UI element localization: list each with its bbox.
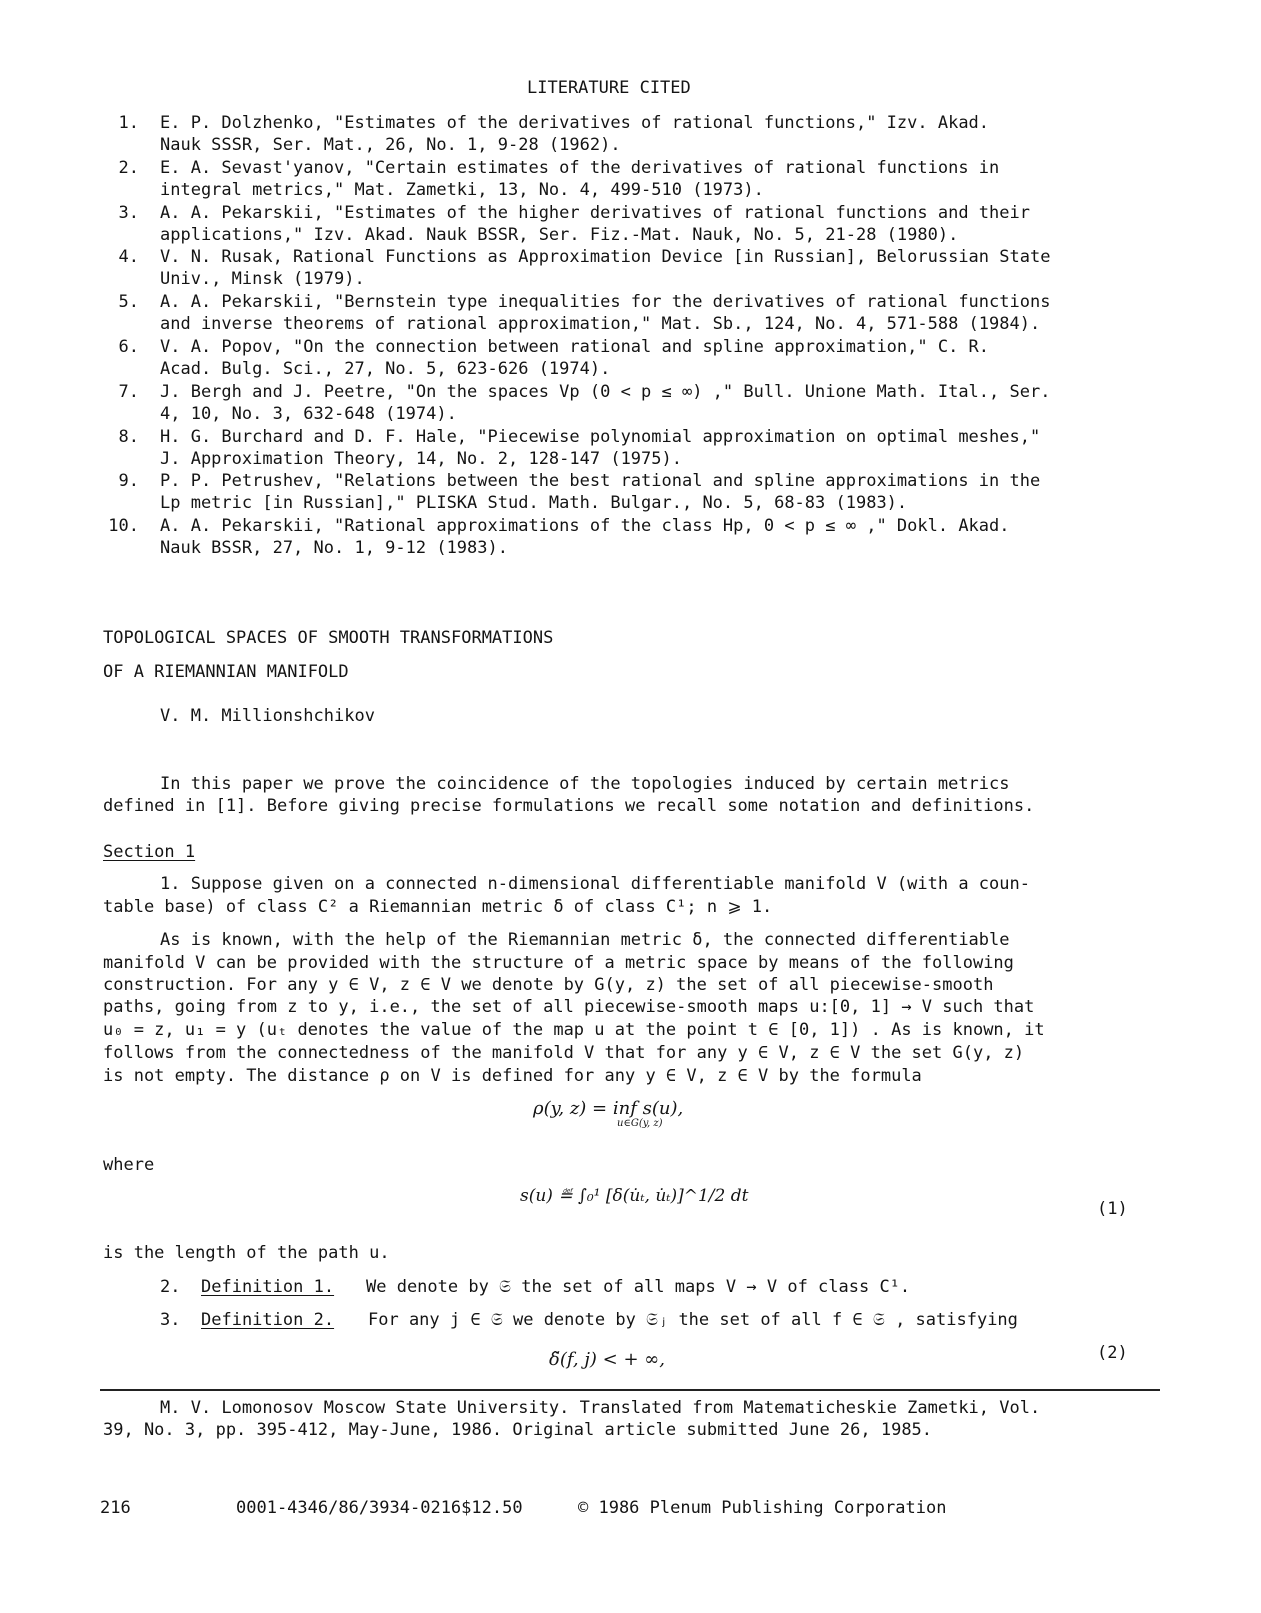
reference-line: Nauk BSSR, 27, No. 1, 9-12 (1983).: [160, 538, 508, 558]
definition-2-number: 3.: [160, 1310, 181, 1330]
paragraph-2-line-3: construction. For any y ∈ V, z ∈ V we denote by G(y, z) the set of all piecewise-smooth: [103, 975, 994, 995]
definition-2-text: For any j ∈ 𝔖 we denote by 𝔖ⱼ the set of all f ∈ 𝔖 , satisfying: [368, 1310, 1018, 1330]
paragraph-1-line-1: 1. Suppose given on a connected n-dimensional differentiable manifold V (with a coun-: [160, 874, 1030, 894]
reference-line: H. G. Burchard and D. F. Hale, "Piecewise polynomial approximation on optimal meshes,": [160, 427, 1041, 447]
reference-line: integral metrics," Mat. Zametki, 13, No. 4, 499-510 (1973).: [160, 180, 764, 200]
where-label: where: [103, 1155, 155, 1175]
intro-line-2: defined in [1]. Before giving precise formulations we recall some notation and definitions.: [103, 796, 1035, 816]
paragraph-2-line-1: As is known, with the help of the Riemannian metric δ, the connected differentiable: [160, 930, 1010, 950]
equation-number-2: (2): [1097, 1343, 1128, 1363]
reference-number: 1.: [118, 113, 139, 133]
reference-line: Univ., Minsk (1979).: [160, 269, 365, 289]
copyright: © 1986 Plenum Publishing Corporation: [578, 1498, 947, 1518]
formula-rho-subscript: u∈G(y, z): [617, 1118, 663, 1129]
path-length-line: is the length of the path u.: [103, 1243, 390, 1263]
reference-number: 6.: [118, 337, 139, 357]
article-title-line-1: TOPOLOGICAL SPACES OF SMOOTH TRANSFORMATIONS: [103, 628, 554, 648]
reference-line: J. Bergh and J. Peetre, "On the spaces Vp (0 < p ≤ ∞) ," Bull. Unione Math. Ital., Ser.: [160, 382, 1051, 402]
paragraph-2-line-5: u₀ = z, u₁ = y (uₜ denotes the value of the map u at the point t ∈ [0, 1]) . As is known, it: [103, 1020, 1045, 1040]
reference-number: 3.: [118, 203, 139, 223]
footnote-line-2: 39, No. 3, pp. 395-412, May-June, 1986. Original article submitted June 26, 1985.: [103, 1420, 933, 1440]
equation-number-1: (1): [1097, 1199, 1128, 1219]
reference-number: 4.: [118, 247, 139, 267]
paragraph-2-line-7: is not empty. The distance ρ on V is defined for any y ∈ V, z ∈ V by the formula: [103, 1066, 922, 1086]
reference-line: Acad. Bulg. Sci., 27, No. 5, 623-626 (1974).: [160, 359, 611, 379]
reference-line: V. N. Rusak, Rational Functions as Approximation Device [in Russian], Belorussian State: [160, 247, 1051, 267]
definition-1-number: 2.: [160, 1277, 181, 1297]
reference-line: and inverse theorems of rational approximation," Mat. Sb., 124, No. 4, 571-588 (1984).: [160, 314, 1041, 334]
definition-1-text: We denote by 𝔖 the set of all maps V → V of class C¹.: [366, 1277, 911, 1297]
reference-line: A. A. Pekarskii, "Rational approximations of the class Hp, 0 < p ≤ ∞ ," Dokl. Akad.: [160, 516, 1010, 536]
literature-heading: LITERATURE CITED: [527, 78, 691, 98]
article-author: V. M. Millionshchikov: [160, 706, 375, 726]
paragraph-2-line-6: follows from the connectedness of the manifold V that for any y ∈ V, z ∈ V the set G(y, z): [103, 1043, 1025, 1063]
formula-path-length: s(u) ≝ ∫₀¹ [δ(u̇ₜ, u̇ₜ)]^1/2 dt: [520, 1186, 749, 1206]
article-title-line-2: OF A RIEMANNIAN MANIFOLD: [103, 662, 349, 682]
section-heading: Section 1: [103, 842, 196, 862]
reference-line: A. A. Pekarskii, "Estimates of the higher derivatives of rational functions and their: [160, 203, 1030, 223]
reference-line: E. P. Dolzhenko, "Estimates of the derivatives of rational functions," Izv. Akad.: [160, 113, 990, 133]
intro-line-1: In this paper we prove the coincidence of the topologies induced by certain metrics: [160, 774, 1010, 794]
reference-line: A. A. Pekarskii, "Bernstein type inequalities for the derivatives of rational functions: [160, 292, 1051, 312]
reference-line: E. A. Sevast'yanov, "Certain estimates of the derivatives of rational functions in: [160, 158, 1000, 178]
footnote-line-1: M. V. Lomonosov Moscow State University. Translated from Matematicheskie Zametki, Vol.: [160, 1398, 1041, 1418]
reference-number: 10.: [108, 516, 139, 536]
reference-number: 2.: [118, 158, 139, 178]
reference-line: 4, 10, No. 3, 632-648 (1974).: [160, 404, 457, 424]
reference-line: J. Approximation Theory, 14, No. 2, 128-147 (1975).: [160, 449, 682, 469]
paragraph-2-line-4: paths, going from z to y, i.e., the set of all piecewise-smooth maps u:[0, 1] → V such that: [103, 997, 1035, 1017]
footnote-divider: [100, 1389, 1160, 1391]
reference-number: 7.: [118, 382, 139, 402]
reference-line: Lp metric [in Russian]," PLISKA Stud. Math. Bulgar., No. 5, 68-83 (1983).: [160, 493, 908, 513]
reference-number: 5.: [118, 292, 139, 312]
paragraph-2-line-2: manifold V can be provided with the structure of a metric space by means of the following: [103, 953, 1014, 973]
formula-rho: ρ(y, z) = inf s(u),: [533, 1098, 684, 1119]
reference-number: 9.: [118, 471, 139, 491]
reference-line: P. P. Petrushev, "Relations between the best rational and spline approximations in the: [160, 471, 1041, 491]
issn-code: 0001-4346/86/3934-0216$12.50: [236, 1498, 523, 1518]
reference-line: V. A. Popov, "On the connection between rational and spline approximation," C. R.: [160, 337, 990, 357]
reference-number: 8.: [118, 427, 139, 447]
formula-2: δ̃(f, j) < + ∞,: [549, 1349, 665, 1370]
page-number: 216: [100, 1498, 131, 1518]
definition-1-label: Definition 1.: [201, 1277, 335, 1297]
paragraph-1-line-2: table base) of class C² a Riemannian metric δ of class C¹; n ⩾ 1.: [103, 897, 773, 917]
reference-line: applications," Izv. Akad. Nauk BSSR, Ser. Fiz.-Mat. Nauk, No. 5, 21-28 (1980).: [160, 225, 959, 245]
reference-line: Nauk SSSR, Ser. Mat., 26, No. 1, 9-28 (1962).: [160, 135, 621, 155]
definition-2-label: Definition 2.: [201, 1310, 335, 1330]
